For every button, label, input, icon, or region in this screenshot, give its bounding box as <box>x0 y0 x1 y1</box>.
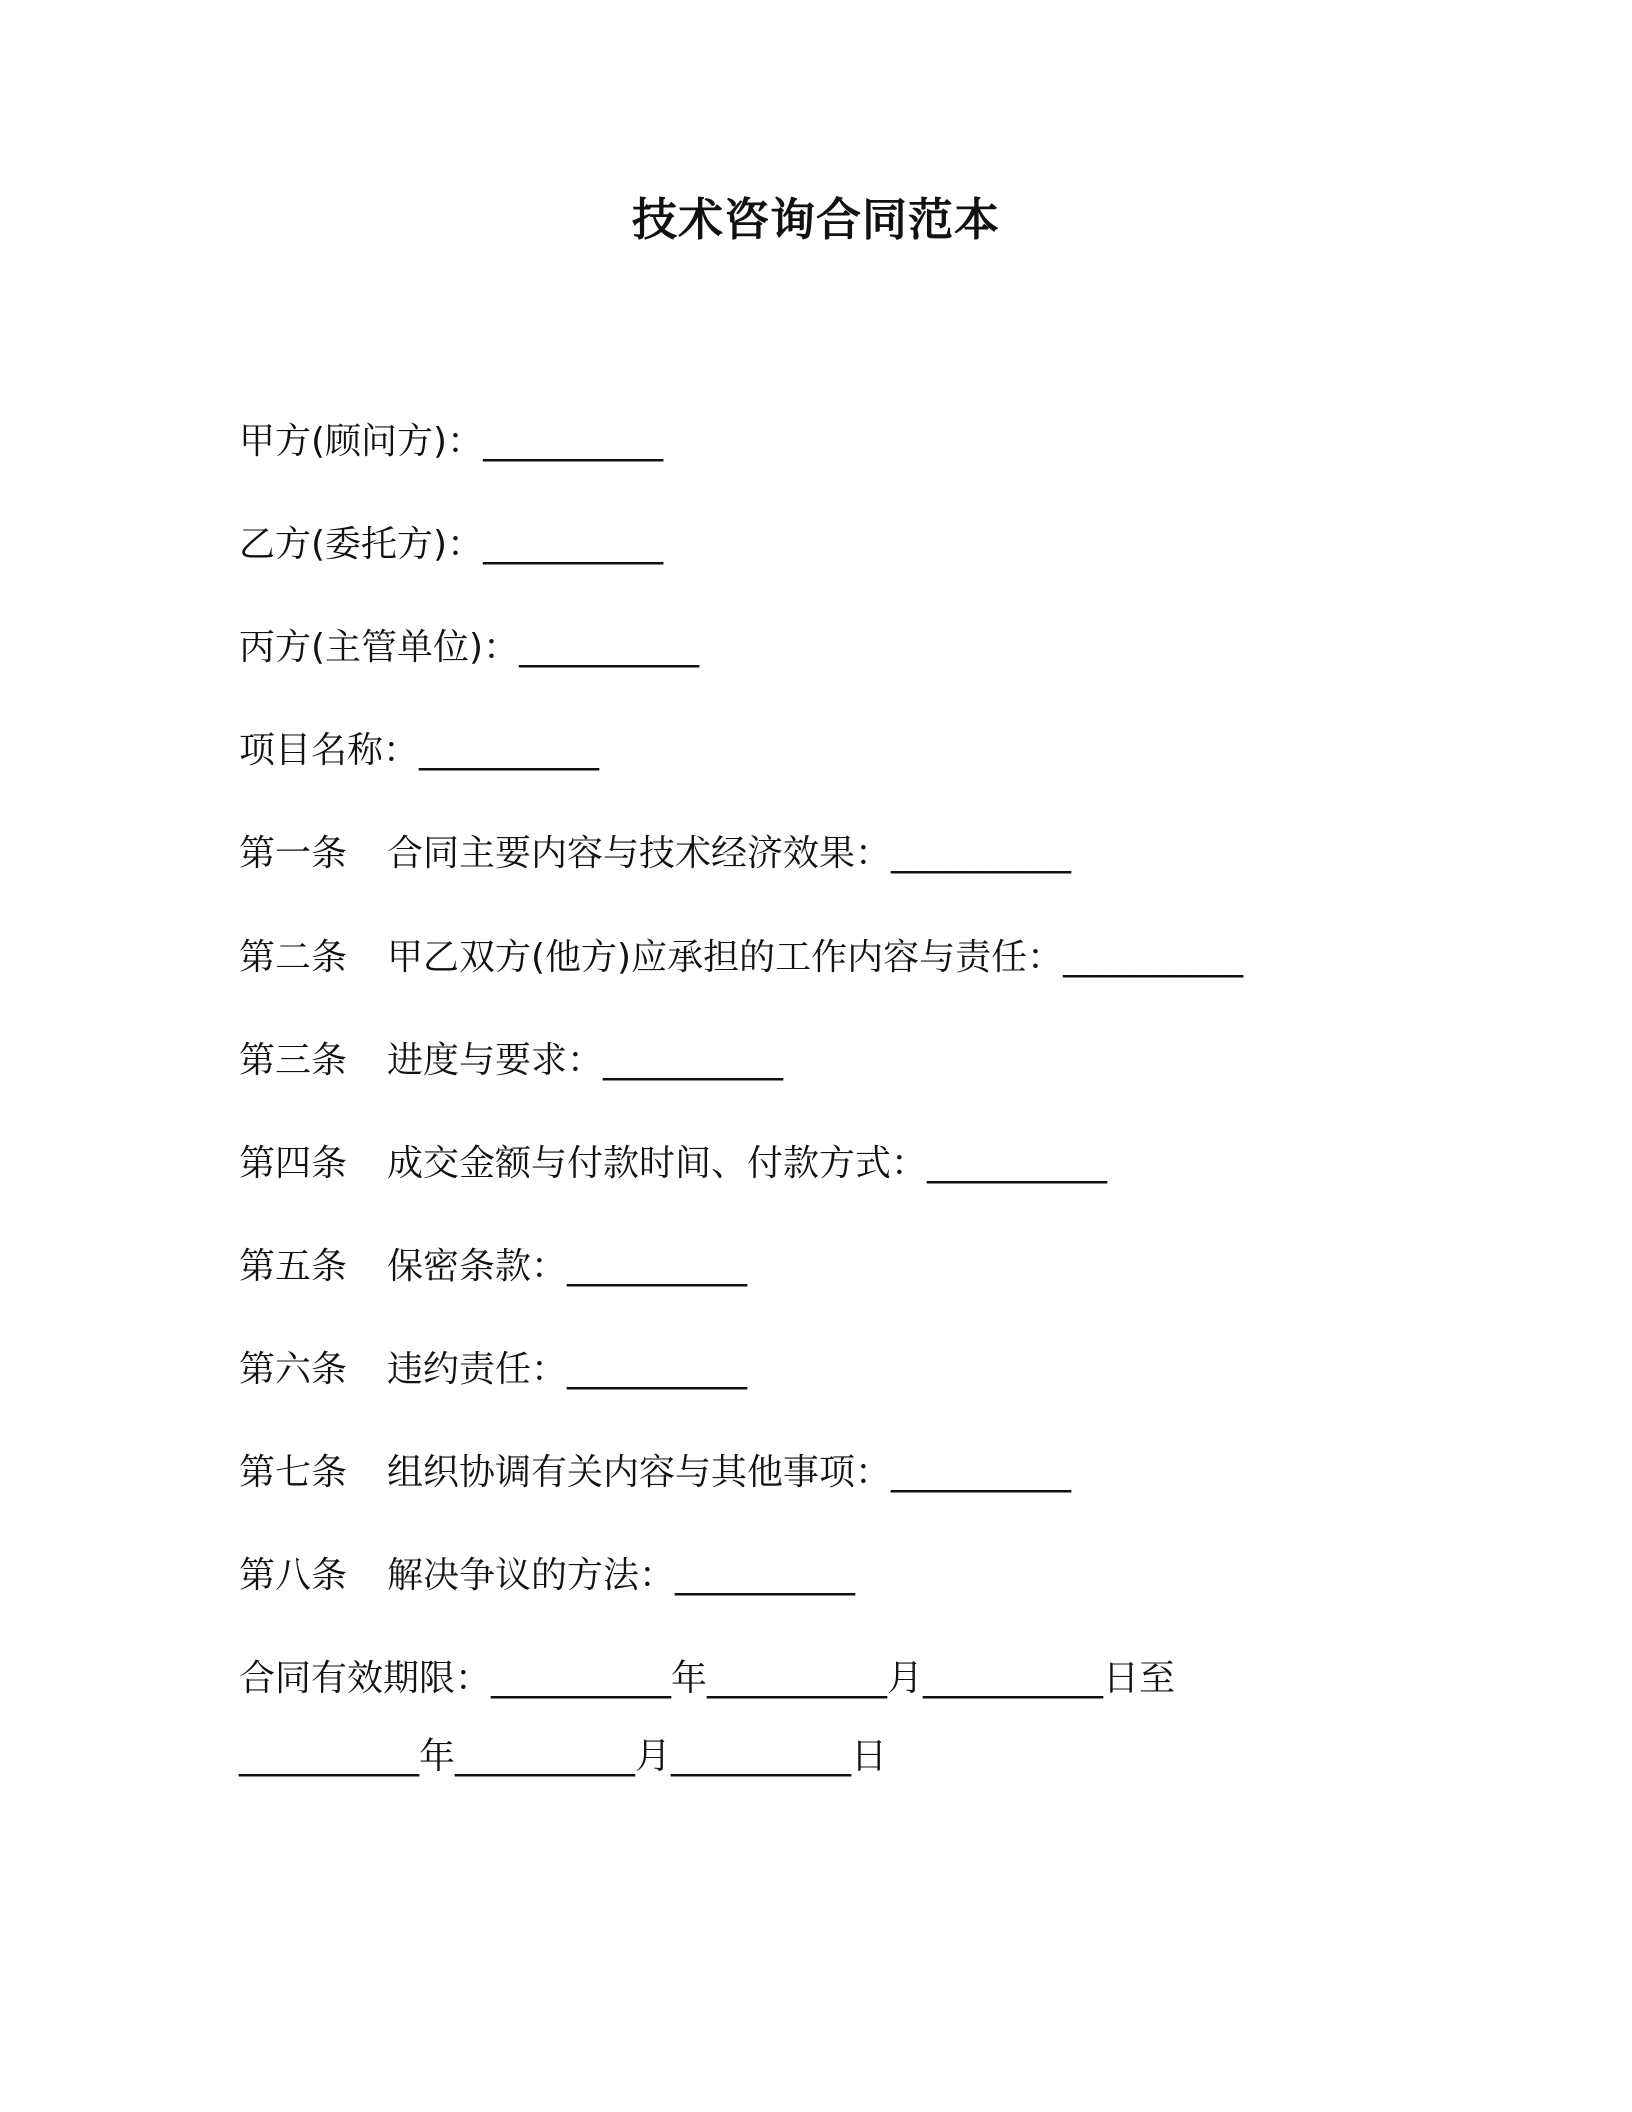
article-text: 合同主要内容与技术经济效果：__________ <box>387 833 1072 874</box>
article-text: 组织协调有关内容与其他事项：__________ <box>387 1452 1072 1493</box>
article-3 <box>239 1037 783 1085</box>
page-title: 技术咨询合同范本 <box>631 193 1000 246</box>
party-b-line: 乙方(委托方)：__________ <box>239 524 664 565</box>
project-name-line: 项目名称：__________ <box>239 730 600 771</box>
article-number: 第八条 <box>239 1555 348 1596</box>
article-number: 第四条 <box>239 1143 348 1184</box>
article-8 <box>239 1552 855 1600</box>
article-6 <box>239 1346 747 1394</box>
article-number: 第三条 <box>239 1040 348 1081</box>
article-number: 第六条 <box>239 1349 348 1390</box>
article-7 <box>239 1449 1071 1497</box>
article-number: 第七条 <box>239 1452 348 1493</box>
article-1 <box>239 830 1071 878</box>
article-4 <box>239 1140 1107 1188</box>
article-text: 解决争议的方法：__________ <box>387 1555 856 1596</box>
article-text: 甲乙双方(他方)应承担的工作内容与责任：__________ <box>387 937 1244 978</box>
party-c-line: 丙方(主管单位)：__________ <box>239 627 700 668</box>
article-text: 保密条款：__________ <box>387 1246 748 1287</box>
article-5 <box>239 1243 747 1291</box>
article-number: 第五条 <box>239 1246 348 1287</box>
validity-line-2: __________年__________月__________日 <box>239 1736 887 1777</box>
article-number: 第二条 <box>239 937 348 978</box>
article-number: 第一条 <box>239 833 348 874</box>
party-a-line: 甲方(顾问方)：__________ <box>239 421 664 462</box>
article-text: 成交金额与付款时间、付款方式：__________ <box>387 1143 1108 1184</box>
validity-line-1: 合同有效期限：__________年__________月__________日至 <box>239 1658 1176 1699</box>
article-2 <box>239 934 1243 982</box>
article-text: 违约责任：__________ <box>387 1349 748 1390</box>
article-text: 进度与要求：__________ <box>387 1040 784 1081</box>
